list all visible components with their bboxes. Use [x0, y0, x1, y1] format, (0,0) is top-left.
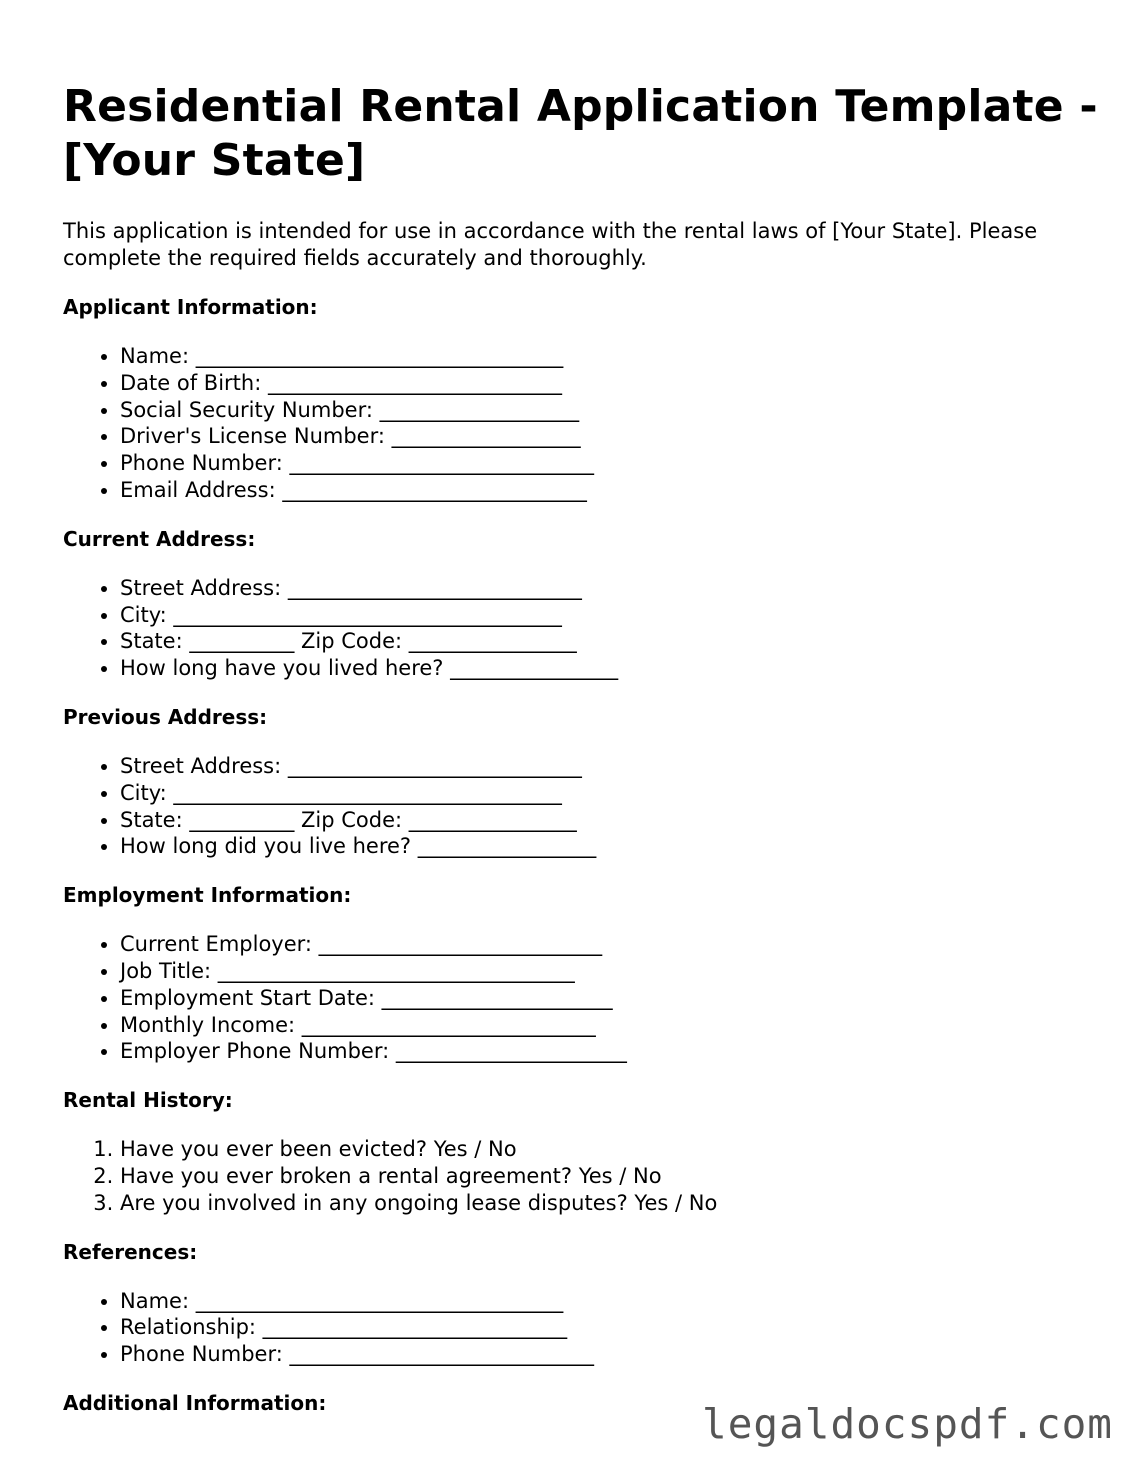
field-job-title[interactable]: • Job Title: __________________________________	[120, 958, 1123, 985]
field-previous-street[interactable]: • Street Address: ____________________________	[120, 753, 1123, 780]
question-evicted[interactable]: 1. Have you ever been evicted? Yes / No	[120, 1136, 1123, 1163]
field-email[interactable]: • Email Address: _____________________________	[120, 477, 1123, 504]
section-title-previous-address: Previous Address:	[63, 704, 268, 729]
question-broken-agreement[interactable]: 2. Have you ever broken a rental agreement? Yes / No	[120, 1163, 1123, 1190]
field-applicant-name[interactable]: • Name: ___________________________________	[120, 343, 1123, 370]
field-monthly-income[interactable]: • Monthly Income: ____________________________	[120, 1012, 1123, 1039]
field-employment-start-date[interactable]: • Employment Start Date: ______________________	[120, 985, 1123, 1012]
current-address-field-list	[63, 575, 1123, 682]
field-ssn[interactable]: • Social Security Number: ___________________	[120, 397, 1123, 424]
document-page	[63, 80, 1123, 1439]
document-title: Residential Rental Application Template - [Your State]	[63, 81, 1098, 186]
watermark: legaldocspdf.com	[702, 1400, 1113, 1448]
references-field-list	[63, 1288, 1123, 1368]
field-current-city[interactable]: • City: _____________________________________	[120, 602, 1123, 629]
question-lease-disputes[interactable]: 3. Are you involved in any ongoing lease disputes? Yes / No	[120, 1190, 1123, 1217]
field-current-street[interactable]: • Street Address: ____________________________	[120, 575, 1123, 602]
field-reference-name[interactable]: • Name: ___________________________________	[120, 1288, 1123, 1315]
field-reference-relationship[interactable]: • Relationship: _____________________________	[120, 1314, 1123, 1341]
section-title-current-address: Current Address:	[63, 526, 256, 551]
section-title-rental-history: Rental History:	[63, 1088, 233, 1113]
field-drivers-license[interactable]: • Driver's License Number: __________________	[120, 423, 1123, 450]
field-previous-state-zip[interactable]: • State: __________ Zip Code: ________________	[120, 807, 1123, 834]
field-previous-city[interactable]: • City: _____________________________________	[120, 780, 1123, 807]
applicant-field-list	[63, 343, 1123, 504]
field-current-state-zip[interactable]: • State: __________ Zip Code: ________________	[120, 628, 1123, 655]
field-reference-phone[interactable]: • Phone Number: _____________________________	[120, 1341, 1123, 1368]
field-current-employer[interactable]: • Current Employer: ___________________________	[120, 931, 1123, 958]
employment-field-list	[63, 931, 1123, 1065]
rental-history-question-list	[63, 1136, 1123, 1216]
section-title-references: References:	[63, 1239, 198, 1264]
field-previous-duration[interactable]: • How long did you live here? _________________	[120, 833, 1123, 860]
field-current-duration[interactable]: • How long have you lived here? ________________	[120, 655, 1123, 682]
section-title-employment: Employment Information:	[63, 883, 352, 908]
section-title-additional: Additional Information:	[63, 1390, 327, 1415]
section-title-applicant: Applicant Information:	[63, 295, 318, 319]
previous-address-field-list	[63, 753, 1123, 860]
field-employer-phone[interactable]: • Employer Phone Number: ______________________	[120, 1038, 1123, 1065]
field-applicant-phone[interactable]: • Phone Number: _____________________________	[120, 450, 1123, 477]
intro-paragraph: This application is intended for use in accordance with the rental laws of [Your State]. Please complete the required fields accurately and thoroughly.	[63, 219, 1038, 270]
field-date-of-birth[interactable]: • Date of Birth: ____________________________	[120, 370, 1123, 397]
